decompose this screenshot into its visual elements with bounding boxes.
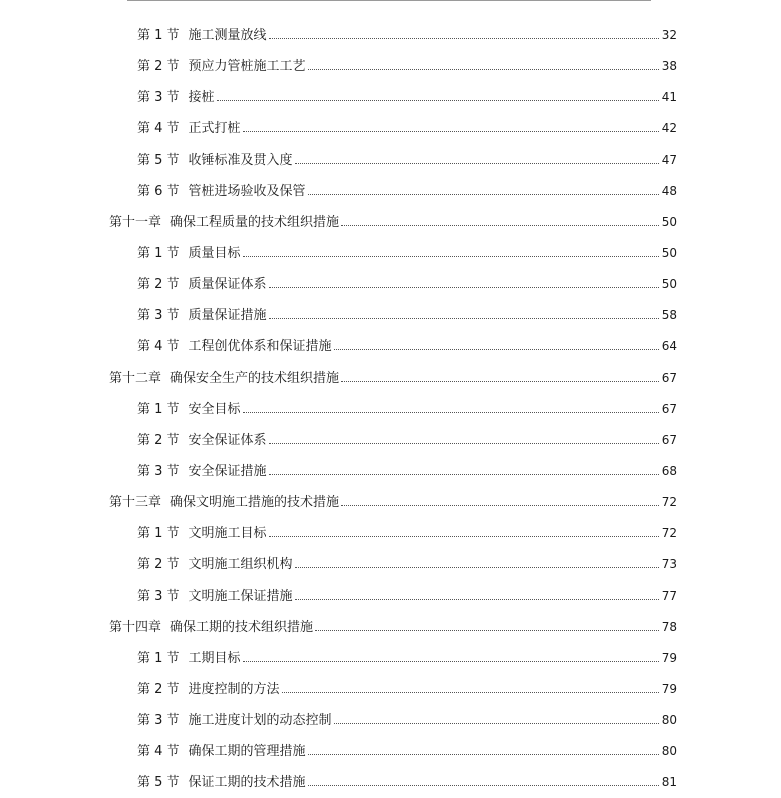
toc-page-number: 67 <box>661 432 677 447</box>
toc-section-row[interactable] <box>0 175 781 206</box>
toc-section-row[interactable] <box>0 144 781 175</box>
toc-number: 第 3 节 <box>137 463 180 479</box>
toc-chapter-row[interactable] <box>0 206 781 237</box>
toc-dot-leader <box>243 661 659 662</box>
toc-entry <box>137 774 677 791</box>
toc-dot-leader <box>341 381 659 382</box>
toc-dot-leader <box>243 256 659 257</box>
toc-title: 确保工期的技术组织措施 <box>170 619 314 635</box>
toc-title: 正式打桩 <box>188 121 241 137</box>
toc-page-number: 73 <box>661 557 677 572</box>
toc-title: 确保文明施工措施的技术措施 <box>170 495 340 511</box>
toc-section-row[interactable] <box>0 455 781 486</box>
toc-section-row[interactable] <box>0 704 781 735</box>
toc-page-number: 48 <box>661 183 677 198</box>
toc-page-number: 79 <box>661 681 677 696</box>
toc-section-row[interactable] <box>0 766 781 797</box>
toc-number: 第十一章 <box>109 214 162 230</box>
toc-section-row[interactable] <box>0 299 781 330</box>
toc-entry <box>137 152 677 169</box>
toc-page-number: 50 <box>661 277 677 292</box>
toc-page-number: 47 <box>661 152 677 167</box>
toc-title: 质量目标 <box>188 245 241 261</box>
toc-page-number: 50 <box>661 245 677 260</box>
toc-section-row[interactable] <box>0 735 781 766</box>
toc-dot-leader <box>308 754 659 755</box>
toc-page-number: 67 <box>661 401 677 416</box>
toc-number: 第 3 节 <box>137 713 180 729</box>
toc-title: 接桩 <box>188 90 215 106</box>
toc-page-number: 78 <box>661 619 677 634</box>
toc-entry <box>137 338 677 355</box>
toc-dot-leader <box>308 785 659 786</box>
toc-page-number: 77 <box>661 588 677 603</box>
toc-section-row[interactable] <box>0 548 781 579</box>
toc-title: 施工测量放线 <box>188 28 267 43</box>
toc-title: 质量保证体系 <box>188 277 267 293</box>
toc-page-number: 41 <box>661 90 677 105</box>
toc-number: 第 5 节 <box>137 152 180 168</box>
toc-dot-leader <box>269 474 659 475</box>
toc-chapter-row[interactable] <box>0 362 781 393</box>
toc-section-row[interactable] <box>0 237 781 268</box>
toc-number: 第 1 节 <box>137 245 180 261</box>
toc-entry <box>137 89 677 106</box>
toc-title: 进度控制的方法 <box>188 681 280 697</box>
toc-page-number: 50 <box>661 214 677 229</box>
toc-number: 第十四章 <box>109 619 162 635</box>
toc-title: 安全保证措施 <box>188 463 267 479</box>
toc-title: 确保工程质量的技术组织措施 <box>170 214 340 230</box>
toc-number: 第 1 节 <box>137 401 180 417</box>
toc-page-number: 38 <box>661 59 677 74</box>
toc-dot-leader <box>334 349 659 350</box>
toc-dot-leader <box>308 194 659 195</box>
toc-entry <box>137 743 677 760</box>
toc-dot-leader <box>243 412 659 413</box>
toc-number: 第 1 节 <box>137 526 180 542</box>
toc-number: 第 1 节 <box>137 650 180 666</box>
toc-dot-leader <box>269 318 659 319</box>
toc-title: 质量保证措施 <box>188 308 267 324</box>
toc-number: 第 3 节 <box>137 588 180 604</box>
toc-page-number: 42 <box>661 121 677 136</box>
toc-page-number: 68 <box>661 463 677 478</box>
toc-section-row[interactable] <box>0 673 781 704</box>
toc-section-row[interactable] <box>0 81 781 112</box>
toc-title: 收锤标准及贯入度 <box>188 152 293 168</box>
toc-dot-leader <box>269 443 659 444</box>
toc-number: 第 1 节 <box>137 28 180 43</box>
toc-entry <box>109 619 677 636</box>
toc-entry <box>137 58 677 75</box>
toc-entry <box>137 245 677 262</box>
toc-section-row[interactable] <box>0 642 781 673</box>
toc-dot-leader <box>282 692 659 693</box>
toc-title: 安全保证体系 <box>188 432 267 448</box>
toc-title: 文明施工保证措施 <box>188 588 293 604</box>
toc-number: 第 2 节 <box>137 557 180 573</box>
toc-section-row[interactable] <box>0 424 781 455</box>
toc-entry <box>137 681 677 698</box>
toc-number: 第 5 节 <box>137 775 180 791</box>
toc-entry <box>137 183 677 200</box>
toc-page-number: 64 <box>661 339 677 354</box>
toc-dot-leader <box>269 536 659 537</box>
toc-page-number: 80 <box>661 744 677 759</box>
toc-page-number: 32 <box>661 28 677 42</box>
toc-chapter-row[interactable] <box>0 611 781 642</box>
toc-title: 预应力管桩施工工艺 <box>188 59 306 75</box>
toc-chapter-row[interactable] <box>0 486 781 517</box>
toc-dot-leader <box>295 567 659 568</box>
toc-title: 工期目标 <box>188 650 241 666</box>
toc-title: 管桩进场验收及保管 <box>188 183 306 199</box>
toc-entry <box>137 556 677 573</box>
toc-entry <box>137 588 677 605</box>
toc-entry <box>137 432 677 449</box>
toc-entry <box>137 712 677 729</box>
toc-section-row[interactable] <box>0 112 781 143</box>
toc-title: 文明施工组织机构 <box>188 557 293 573</box>
toc-number: 第 3 节 <box>137 90 180 106</box>
toc-page-number: 72 <box>661 526 677 541</box>
toc-entry <box>137 276 677 293</box>
toc-dot-leader <box>334 723 659 724</box>
toc-dot-leader <box>295 599 659 600</box>
toc-number: 第十二章 <box>109 370 162 386</box>
toc-page-number: 58 <box>661 308 677 323</box>
toc-dot-leader <box>315 630 659 631</box>
toc-page-number: 80 <box>661 713 677 728</box>
toc-number: 第 2 节 <box>137 681 180 697</box>
toc-section-row[interactable] <box>0 50 781 81</box>
toc-section-row[interactable] <box>0 19 781 50</box>
toc-title: 文明施工目标 <box>188 526 267 542</box>
toc-entry <box>137 463 677 480</box>
top-rule <box>127 0 651 1</box>
toc-title: 施工进度计划的动态控制 <box>188 713 332 729</box>
toc-title: 确保工期的管理措施 <box>188 744 306 760</box>
toc-section-row[interactable] <box>0 393 781 424</box>
toc-dot-leader <box>341 505 659 506</box>
toc-dot-leader <box>269 287 659 288</box>
toc-page-number: 67 <box>661 370 677 385</box>
toc-entry <box>137 120 677 137</box>
toc-section-row[interactable] <box>0 330 781 361</box>
toc-section-row[interactable] <box>0 580 781 611</box>
toc-dot-leader <box>269 38 659 39</box>
table-of-contents <box>0 19 781 798</box>
toc-dot-leader <box>217 100 659 101</box>
toc-section-row[interactable] <box>0 268 781 299</box>
toc-dot-leader <box>295 163 659 164</box>
toc-dot-leader <box>243 131 659 132</box>
toc-number: 第 4 节 <box>137 744 180 760</box>
toc-number: 第 2 节 <box>137 59 180 75</box>
toc-number: 第 6 节 <box>137 183 180 199</box>
toc-title: 确保安全生产的技术组织措施 <box>170 370 340 386</box>
toc-number: 第十三章 <box>109 495 162 511</box>
toc-title: 工程创优体系和保证措施 <box>188 339 332 355</box>
toc-number: 第 4 节 <box>137 121 180 137</box>
toc-entry <box>109 214 677 231</box>
toc-entry <box>109 494 677 511</box>
toc-page-number: 72 <box>661 495 677 510</box>
toc-entry <box>137 650 677 667</box>
toc-number: 第 2 节 <box>137 432 180 448</box>
toc-entry <box>137 307 677 324</box>
toc-number: 第 2 节 <box>137 277 180 293</box>
toc-dot-leader <box>308 69 659 70</box>
toc-number: 第 3 节 <box>137 308 180 324</box>
toc-number: 第 4 节 <box>137 339 180 355</box>
toc-entry <box>137 525 677 542</box>
toc-title: 保证工期的技术措施 <box>188 775 306 791</box>
toc-entry <box>137 27 677 44</box>
toc-title: 安全目标 <box>188 401 241 417</box>
toc-section-row[interactable] <box>0 517 781 548</box>
toc-entry <box>109 370 677 387</box>
toc-page-number: 79 <box>661 650 677 665</box>
toc-page-number: 81 <box>661 775 677 790</box>
toc-dot-leader <box>341 225 659 226</box>
toc-entry <box>137 401 677 418</box>
